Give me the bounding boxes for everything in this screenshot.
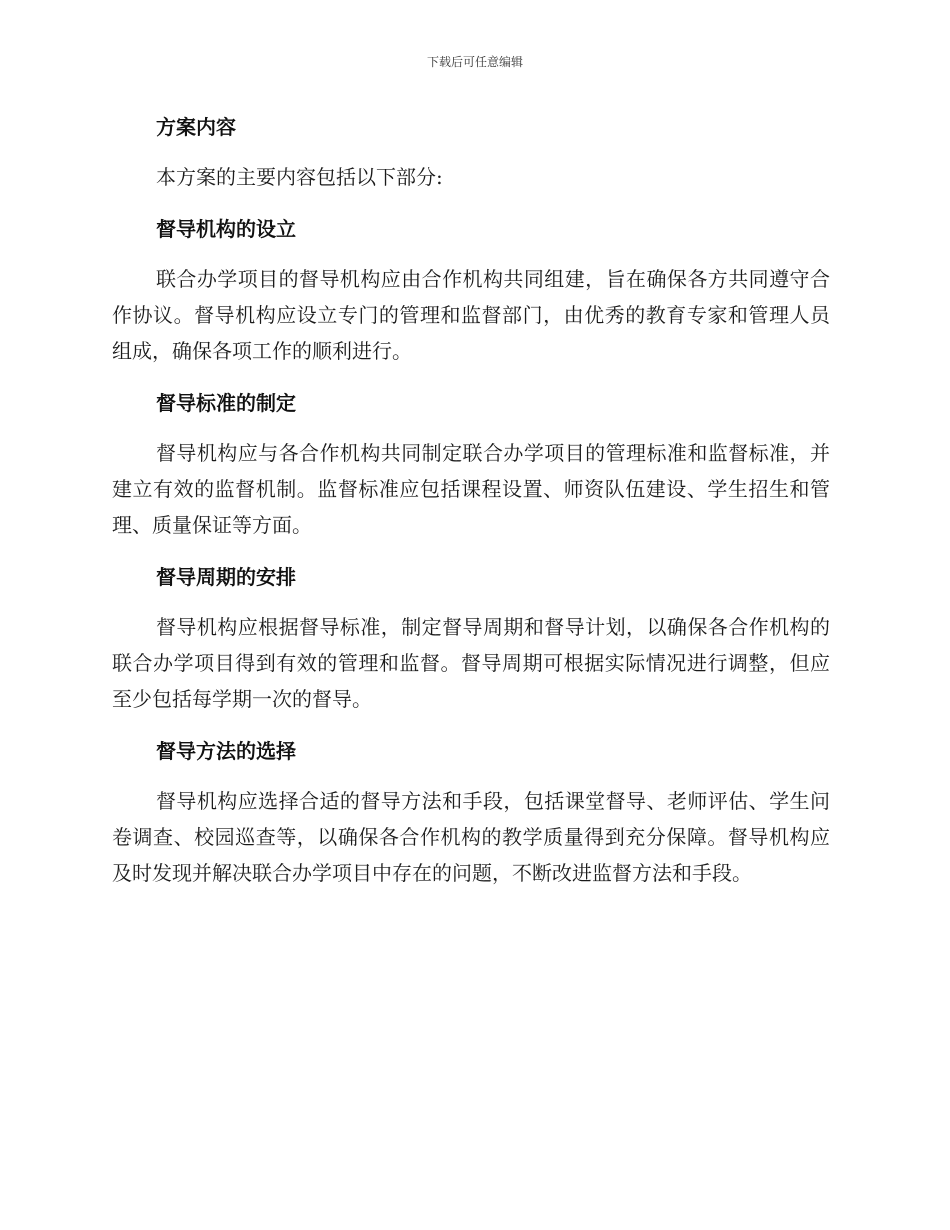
- section-body-3: 督导机构应根据督导标准，制定督导周期和督导计划，以确保各合作机构的联合办学项目得到有效的管理和监督。督导周期可根据实际情况进行调整，但应至少包括每学期一次的督导。: [112, 615, 830, 711]
- section-body-2: 督导机构应与各合作机构共同制定联合办学项目的管理标准和监督标准，并建立有效的监督机制。监督标准应包括课程设置、师资队伍建设、学生招生和管理、质量保证等方面。: [112, 441, 830, 537]
- page-header-note: 下载后可任意编辑: [426, 55, 523, 69]
- intro-paragraph: 本方案的主要内容包括以下部分:: [156, 165, 443, 189]
- section-heading-2: 督导标准的制定: [156, 391, 296, 415]
- section-title: 方案内容: [156, 115, 236, 139]
- section-heading-1: 督导机构的设立: [156, 217, 296, 241]
- section-heading-4: 督导方法的选择: [156, 739, 296, 763]
- document-content: [112, 110, 830, 891]
- section-body-1: 联合办学项目的督导机构应由合作机构共同组建，旨在确保各方共同遵守合作协议。督导机构应设立专门的管理和监督部门，由优秀的教育专家和管理人员组成，确保各项工作的顺利进行。: [112, 267, 830, 363]
- section-heading-3: 督导周期的安排: [156, 565, 296, 589]
- section-body-4: 督导机构应选择合适的督导方法和手段，包括课堂督导、老师评估、学生问卷调查、校园巡查等，以确保各合作机构的教学质量得到充分保障。督导机构应及时发现并解决联合办学项目中存在的问题，不断改进监督方法和手段。: [112, 789, 830, 885]
